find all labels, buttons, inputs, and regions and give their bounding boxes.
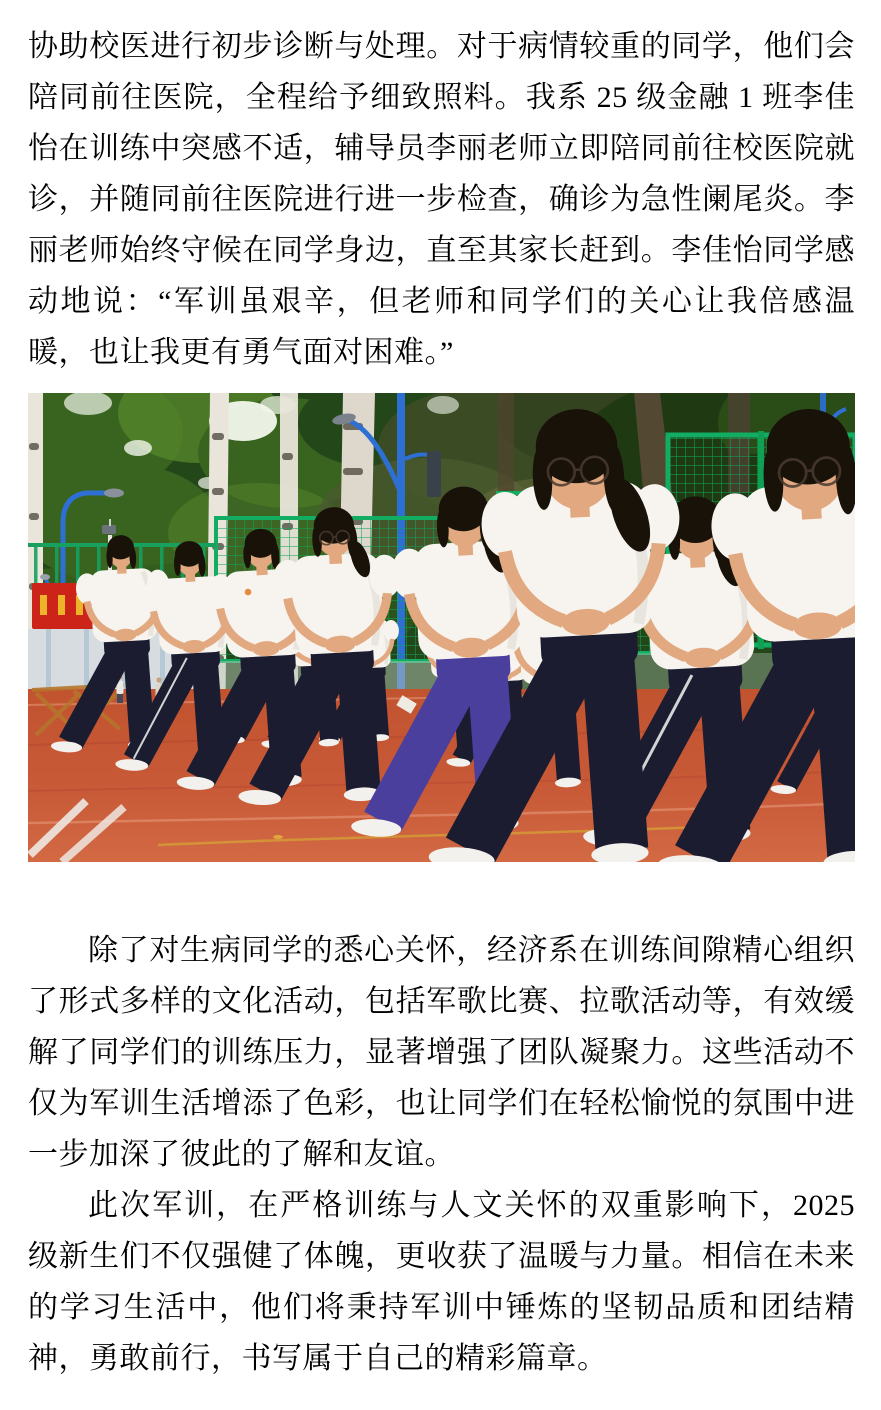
training-photo (28, 393, 855, 862)
paragraph-1: 协助校医进行初步诊断与处理。对于病情较重的同学，他们会陪同前往医院，全程给予细致照料。我系 25 级金融 1 班李佳怡在训练中突感不适，辅导员李丽老师立即陪同前往校医院就诊，并随同前往医院进行进一步检查，确诊为急性阑尾炎。李丽老师始终守候在同学身边，直至其家长赶到。李佳怡同学感动地说：“军训虽艰辛，但老师和同学们的关心让我倍感温暖，也让我更有勇气面对困难。” (28, 30, 855, 369)
paragraph-2: 除了对生病同学的悉心关怀，经济系在训练间隙精心组织了形式多样的文化活动，包括军歌比赛、拉歌活动等，有效缓解了同学们的训练压力，显著增强了团队凝聚力。这些活动不仅为军训生活增添了色彩，也让同学们在轻松愉悦的氛围中进一步加深了彼此的了解和友谊。 (28, 934, 855, 1171)
training-photo-canvas (28, 393, 855, 862)
training-photo-svg (28, 393, 855, 862)
paragraph-3: 此次军训，在严格训练与人文关怀的双重影响下，2025 级新生们不仅强健了体魄，更收获了温暖与力量。相信在未来的学习生活中，他们将秉持军训中锤炼的坚韧品质和团结精神，勇敢前行，书写属于自己的精彩篇章。 (28, 1189, 855, 1375)
